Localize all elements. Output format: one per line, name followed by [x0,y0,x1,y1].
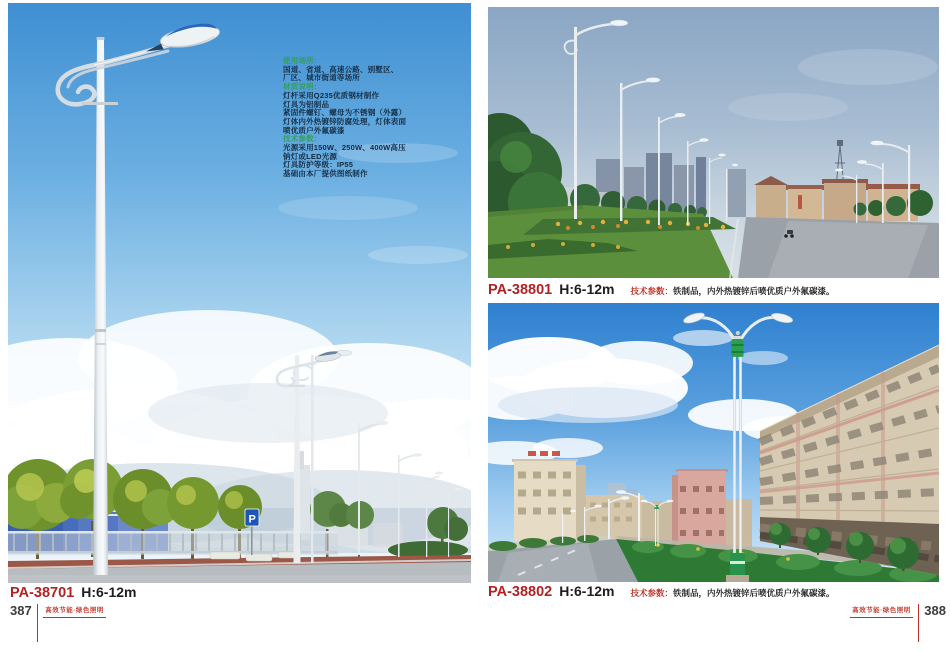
page-footer-left [10,604,106,642]
spec-text-block [283,57,453,179]
footer-slogan: 高效节能·绿色照明 [43,604,106,618]
left-product-photo [8,3,471,583]
street-scene-photo-top [488,7,939,278]
spec-section-header: 技术参数： [283,134,322,144]
spec-line: 灯具防护等级：IP55 [283,160,354,170]
product-height: H:6-12m [81,584,137,600]
tech-spec-description: 铁制品，内外热镀锌后喷优质户外氟碳漆。 [672,286,835,296]
spec-line: 钠灯或LED光源 [283,151,338,161]
spec-section-header: 使用场所： [283,56,322,65]
tech-spec-description: 铁制品，内外热镀锌后喷优质户外氟碳漆。 [672,588,835,598]
tech-spec-label: 技术参数： [630,588,673,598]
product-label-left [10,584,136,601]
footer-divider-line [37,604,39,642]
product-code: PA-38801 [488,282,553,298]
spec-section-header: 材质说明： [283,82,322,92]
spec-line: 紧固件螺钉、螺母为不锈钢（外露） [283,108,407,118]
footer-divider-line [918,604,920,642]
spec-line: 灯杆采用Q235优质钢材制作 [283,90,380,100]
spec-line: 基础由本厂提供图纸制作 [283,169,368,179]
tech-spec-label: 技术参数： [630,286,673,296]
boulevard-scene-illustration [488,303,939,582]
product-label-right-bottom [488,583,835,600]
product-code: PA-38701 [10,585,75,601]
product-code: PA-38802 [488,584,553,600]
page-number: 387 [10,603,32,618]
spec-line: 灯具为铝制品 [283,99,330,109]
spec-line: 喷优质户外氟碳漆 [283,125,345,135]
footer-slogan: 高效节能·绿色照明 [850,604,913,618]
product-height: H:6-12m [559,281,615,297]
avenue-scene-illustration [488,7,939,278]
product-height: H:6-12m [559,583,615,599]
page-number: 388 [924,603,946,618]
spec-line: 厂区、城市街道等场所 [283,73,360,83]
spec-line: 光源采用150W、250W、400W高压 [283,143,406,153]
street-scene-photo-bottom [488,303,939,582]
page-footer-right [850,604,946,642]
fence [8,531,338,555]
parking-sign-letter: P [248,513,256,526]
product-label-right-top [488,281,835,298]
spec-line: 国道、省道、高速公路、别墅区、 [283,64,399,74]
spec-line: 灯体内外热镀锌防腐处理，灯体表面 [283,116,407,126]
